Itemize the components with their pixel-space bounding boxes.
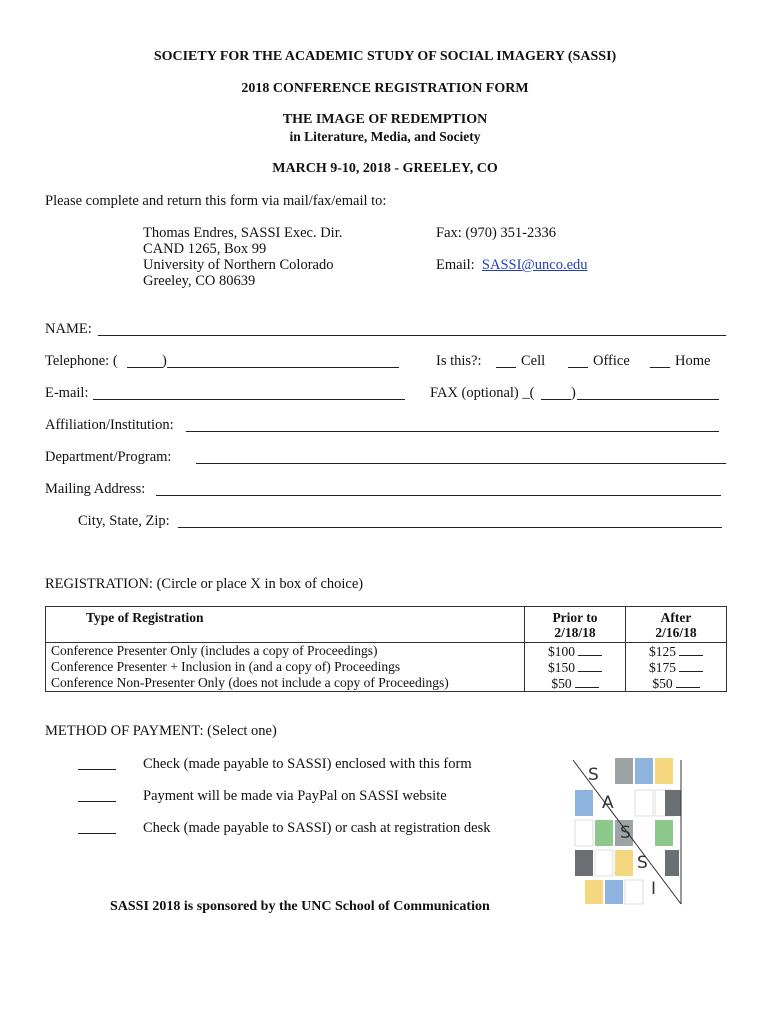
- after-column-header: After 2/16/18: [626, 607, 727, 643]
- address-line: Greeley, CO 80639: [143, 273, 256, 289]
- logo-tile: [615, 758, 633, 784]
- logo-tile: [595, 850, 613, 876]
- after-price-cell[interactable]: $50: [626, 675, 727, 692]
- prior-price-cell[interactable]: $100: [525, 643, 626, 660]
- home-checkbox[interactable]: [650, 367, 670, 368]
- after-price-cell[interactable]: $175: [626, 659, 727, 675]
- logo-letter: S: [588, 765, 599, 785]
- logo-tile: [625, 880, 643, 904]
- table-row[interactable]: [46, 675, 727, 692]
- instructions: Please complete and return this form via mail/fax/email to:: [45, 193, 387, 209]
- email-link[interactable]: SASSI@unco.edu: [481, 257, 588, 273]
- registration-type: Conference Non-Presenter Only (does not include a copy of Proceedings): [46, 675, 525, 692]
- prior-price-cell[interactable]: $150: [525, 659, 626, 675]
- logo-tile: [665, 790, 681, 816]
- fax-paren: ): [571, 385, 576, 401]
- logo-tile: [575, 850, 593, 876]
- cell-checkbox[interactable]: [496, 367, 516, 368]
- email-label: Email:: [436, 257, 475, 273]
- telephone-field[interactable]: [167, 367, 399, 368]
- fax-field[interactable]: [577, 399, 719, 400]
- logo-letter: A: [602, 793, 614, 813]
- email-field[interactable]: [93, 399, 405, 400]
- after-price-cell[interactable]: $125: [626, 643, 727, 660]
- conference-dates: MARCH 9-10, 2018 - GREELEY, CO: [272, 161, 498, 176]
- mailing-address-block: [143, 225, 342, 289]
- name-field[interactable]: [98, 335, 726, 336]
- logo-tile: [635, 790, 653, 816]
- department-label: Department/Program:: [45, 449, 172, 465]
- conference-theme-subtitle: in Literature, Media, and Society: [289, 129, 481, 144]
- mailing-address-label: Mailing Address:: [45, 481, 146, 497]
- mailing-address-field[interactable]: [156, 495, 721, 496]
- fax-area-code-field[interactable]: [541, 399, 571, 400]
- payment-option-blank[interactable]: [78, 769, 116, 770]
- org-title: SOCIETY FOR THE ACADEMIC STUDY OF SOCIAL IMAGERY (SASSI): [153, 49, 617, 64]
- table-row[interactable]: [46, 643, 727, 660]
- fax-field-label: FAX (optional) _(: [430, 385, 535, 401]
- name-label: NAME:: [45, 321, 92, 337]
- table-row[interactable]: [46, 659, 727, 675]
- prior-price-cell[interactable]: $50: [525, 675, 626, 692]
- city-state-zip-field[interactable]: [178, 527, 722, 528]
- form-title: 2018 CONFERENCE REGISTRATION FORM: [241, 81, 529, 96]
- registration-heading: REGISTRATION: (Circle or place X in box of choice): [45, 576, 364, 592]
- logo-tile: [575, 820, 593, 846]
- logo-tile: [665, 850, 679, 876]
- office-label: Office: [593, 353, 630, 369]
- logo-tile: [585, 880, 603, 904]
- logo-letter: S: [637, 853, 648, 873]
- payment-option-at-desk: Check (made payable to SASSI) or cash at registration desk: [143, 820, 491, 836]
- registration-type: Conference Presenter Only (includes a copy of Proceedings): [46, 643, 525, 660]
- address-line: Thomas Endres, SASSI Exec. Dir.: [143, 225, 343, 241]
- email-contact: [436, 257, 588, 274]
- logo-letter: S: [620, 823, 631, 843]
- logo-tile: [605, 880, 623, 904]
- affiliation-label: Affiliation/Institution:: [45, 417, 174, 433]
- logo-tile: [655, 758, 673, 784]
- home-label: Home: [675, 353, 711, 369]
- cell-label: Cell: [521, 353, 546, 369]
- logo-tile: [595, 820, 613, 846]
- affiliation-field[interactable]: [186, 431, 719, 432]
- payment-option-blank[interactable]: [78, 801, 116, 802]
- logo-tile: [575, 790, 593, 816]
- payment-heading: METHOD OF PAYMENT: (Select one): [45, 723, 277, 739]
- telephone-paren: ): [162, 353, 167, 369]
- telephone-label: Telephone: (: [45, 353, 118, 369]
- logo-tile: [615, 850, 633, 876]
- fax-number: Fax: (970) 351-2336: [436, 225, 557, 241]
- registration-table-header: [46, 607, 727, 643]
- city-state-zip-label: City, State, Zip:: [78, 513, 170, 529]
- phone-type-label: Is this?:: [436, 353, 482, 369]
- logo-tile: [635, 758, 653, 784]
- department-field[interactable]: [196, 463, 726, 464]
- payment-option-check-enclosed: Check (made payable to SASSI) enclosed with this form: [143, 756, 472, 772]
- registration-type: Conference Presenter + Inclusion in (and a copy of) Proceedings: [46, 659, 525, 675]
- email-field-label: E-mail:: [45, 385, 89, 401]
- registration-table: [45, 606, 727, 692]
- prior-column-header: Prior to 2/18/18: [525, 607, 626, 643]
- sponsor-note: SASSI 2018 is sponsored by the UNC School of Communication: [110, 899, 490, 914]
- address-line: CAND 1265, Box 99: [143, 241, 267, 257]
- payment-option-paypal: Payment will be made via PayPal on SASSI website: [143, 788, 447, 804]
- conference-theme: THE IMAGE OF REDEMPTION: [282, 112, 488, 127]
- telephone-area-code-field[interactable]: [127, 367, 163, 368]
- payment-option-blank[interactable]: [78, 833, 116, 834]
- type-column-header: Type of Registration: [46, 607, 525, 643]
- office-checkbox[interactable]: [568, 367, 588, 368]
- logo-letter: I: [651, 879, 657, 899]
- sassi-logo: [571, 758, 683, 906]
- address-line: University of Northern Colorado: [143, 257, 334, 273]
- logo-tile: [655, 820, 673, 846]
